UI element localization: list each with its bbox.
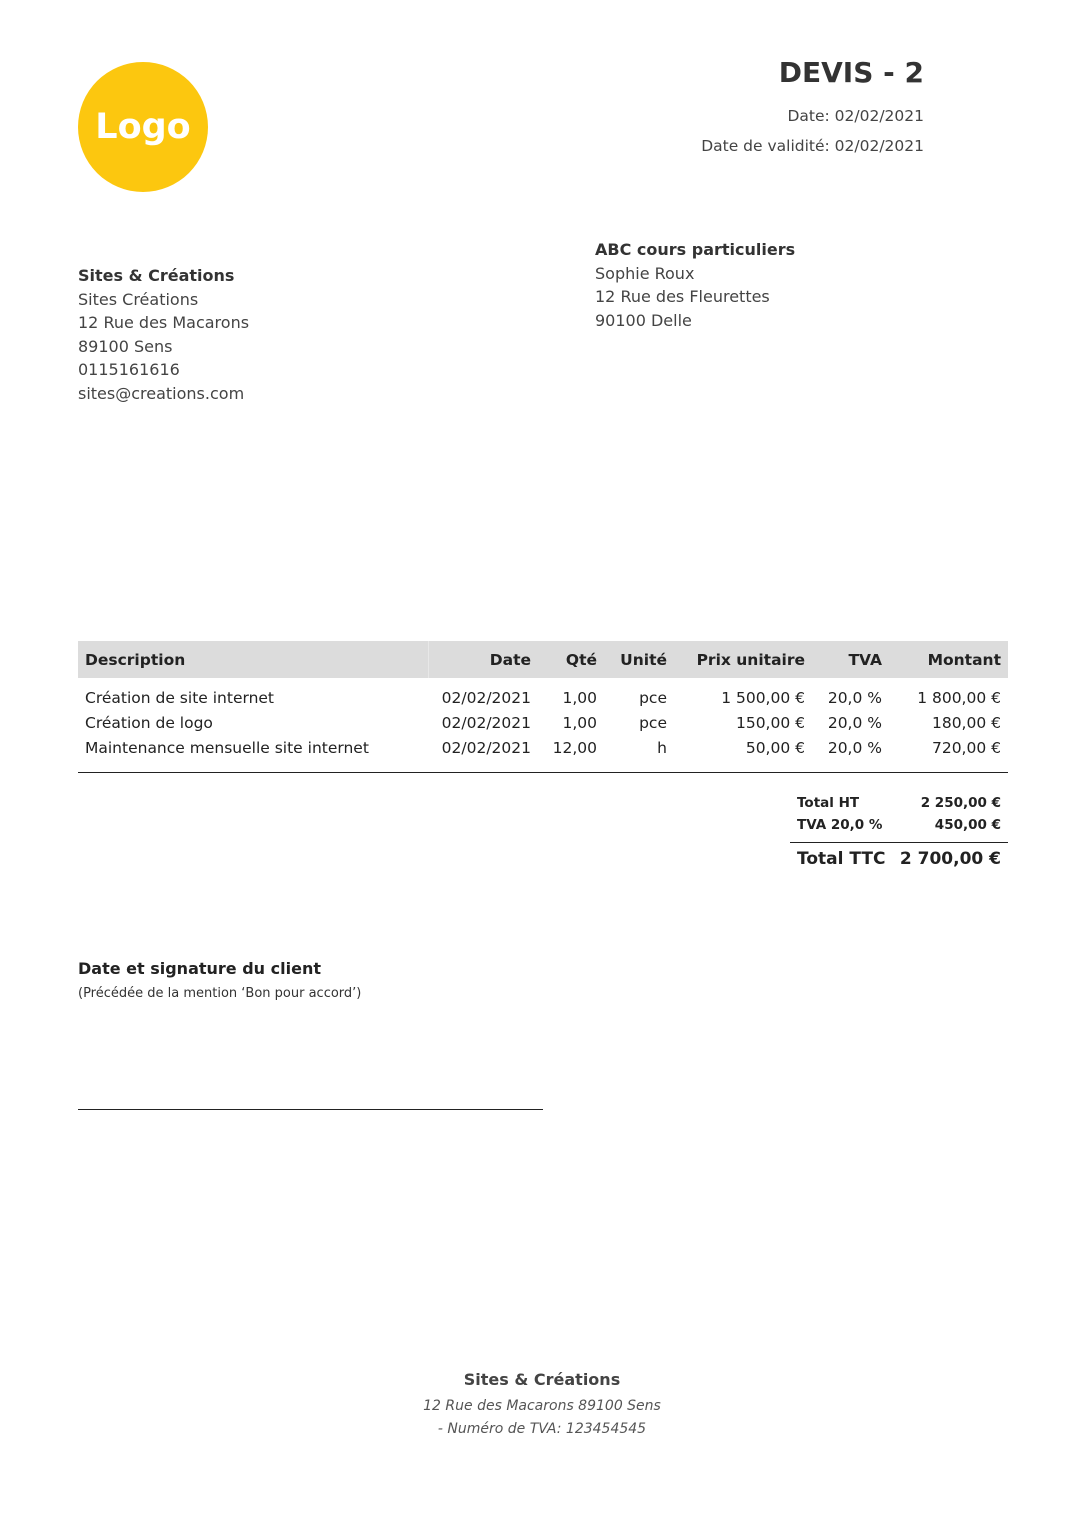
row-description: Création de logo (85, 713, 213, 732)
row-unit-price: 150,00 € (735, 713, 805, 732)
row-qty: 1,00 (562, 713, 597, 732)
total-ttc-label: Total TTC (797, 849, 886, 869)
row-description: Maintenance mensuelle site internet (85, 738, 369, 757)
signature-line (78, 1109, 543, 1110)
signature-title: Date et signature du client (78, 959, 321, 978)
row-date: 02/02/2021 (441, 688, 531, 707)
total-ttc-value: 2 700,00 € (899, 849, 1001, 869)
header-date: Date (428, 641, 538, 678)
footer-company-name: Sites & Créations (463, 1370, 621, 1389)
header-unit-price: Prix unitaire (674, 641, 812, 678)
items-table (78, 641, 1008, 773)
row-amount: 720,00 € (931, 738, 1001, 757)
sender-name: Sites & Créations (78, 266, 235, 285)
header-qty: Qté (538, 641, 604, 678)
row-date: 02/02/2021 (441, 713, 531, 732)
recipient-street: 12 Rue des Fleurettes (595, 287, 770, 306)
total-ttc-row (790, 842, 1008, 876)
table-row (78, 710, 1008, 735)
row-description: Création de site internet (85, 688, 275, 707)
row-unit-price: 1 500,00 € (721, 688, 805, 707)
signature-note: (Précédée de la mention ‘Bon pour accord’) (78, 986, 362, 1001)
total-tva-label: TVA 20,0 % (797, 817, 883, 833)
recipient-city: 90100 Delle (595, 310, 692, 330)
row-unit: pce (639, 713, 667, 732)
recipient-address (595, 238, 795, 332)
recipient-contact: Sophie Roux (595, 263, 695, 283)
row-qty: 1,00 (562, 688, 597, 707)
row-tva: 20,0 % (827, 738, 882, 757)
row-amount: 180,00 € (931, 713, 1001, 732)
row-unit: pce (639, 688, 667, 707)
sender-phone: 0115161616 (78, 360, 180, 379)
logo-text: Logo (95, 107, 191, 147)
header-description: Description (78, 641, 428, 678)
header-tva: TVA (812, 641, 889, 678)
sender-street: 12 Rue des Macarons (78, 313, 250, 332)
row-tva: 20,0 % (827, 713, 882, 732)
row-unit: h (657, 738, 667, 757)
total-tva-value: 450,00 € (934, 817, 1001, 833)
company-logo (78, 62, 208, 192)
row-date: 02/02/2021 (441, 738, 531, 757)
document-title: DEVIS - 2 (778, 56, 924, 89)
table-row (78, 678, 1008, 710)
footer-address: 12 Rue des Macarons 89100 Sens (423, 1398, 661, 1414)
row-qty: 12,00 (552, 738, 597, 757)
header-amount: Montant (889, 641, 1008, 678)
table-header-row (78, 641, 1008, 678)
totals-block (790, 792, 1008, 876)
total-ht-row (790, 792, 1008, 814)
row-amount: 1 800,00 € (917, 688, 1001, 707)
sender-address (78, 264, 249, 405)
sender-city: 89100 Sens (78, 336, 173, 356)
total-ht-label: Total HT (797, 795, 860, 811)
header-unit: Unité (604, 641, 674, 678)
total-ht-value: 2 250,00 € (920, 795, 1001, 811)
total-tva-row (790, 814, 1008, 836)
recipient-company: ABC cours particuliers (595, 240, 796, 259)
row-tva: 20,0 % (827, 688, 882, 707)
row-unit-price: 50,00 € (745, 738, 805, 757)
table-row (78, 735, 1008, 773)
footer-tva-number: - Numéro de TVA: 123454545 (437, 1421, 647, 1437)
validity-date: Date de validité: 02/02/2021 (701, 137, 924, 155)
sender-email: sites@creations.com (78, 383, 245, 403)
sender-company: Sites Créations (78, 289, 199, 309)
quote-date: Date: 02/02/2021 (787, 107, 924, 125)
